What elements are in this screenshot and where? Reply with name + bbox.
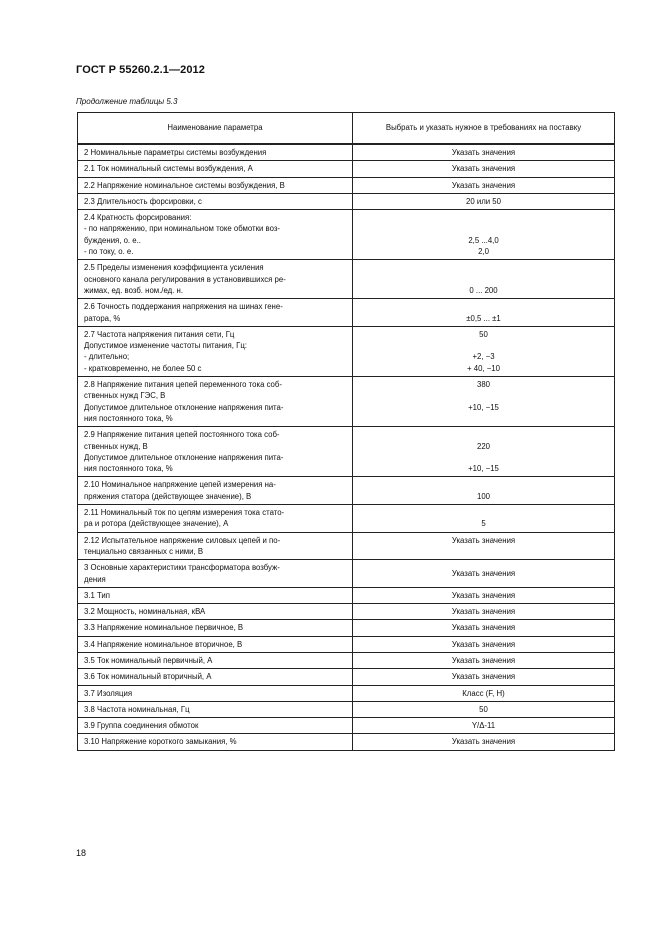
parameter-name-line: - по току, о. е.: [84, 247, 134, 257]
parameter-name-line: дения: [84, 574, 106, 584]
parameter-name-line: ния постоянного тока, %: [84, 464, 173, 474]
parameter-value-cell: [353, 144, 615, 161]
parameter-name-line: 2.12 Испытательное напряжение силовых цепей и по-: [84, 535, 281, 545]
parameter-value-cell: [353, 177, 615, 193]
parameter-name-line: 2.1 Ток номинальный системы возбуждения, А: [84, 164, 253, 174]
parameter-value-cell: [353, 193, 615, 209]
parameter-value-line: 220: [476, 441, 490, 451]
parameter-name-line: 2.6 Точность поддержания напряжения на шинах гене-: [84, 302, 283, 312]
parameter-value-line: 5: [481, 519, 486, 529]
parameter-name-cell: [78, 299, 353, 327]
parameter-name-line: - по напряжению, при номинальном токе обмотки воз-: [84, 224, 281, 234]
column-header-value: Выбрать и указать нужное в требованиях на поставку: [353, 113, 615, 145]
table-row: [78, 701, 615, 717]
parameter-name-line: 2.5 Пределы изменения коэффициента усиления: [84, 263, 264, 273]
parameter-name-cell: [78, 260, 353, 299]
parameter-value-line: + 40, −10: [467, 363, 500, 373]
parameter-name-line: Допустимое изменение частоты питания, Гц:: [84, 341, 247, 351]
parameter-value-line: Класс (F, H): [462, 688, 505, 698]
table-caption: Продолжение таблицы 5.3: [76, 97, 178, 106]
parameter-name-line: - длительно;: [84, 352, 130, 362]
parameter-value-line: Указать значения: [451, 568, 516, 578]
parameter-value-line: [359, 212, 608, 223]
parameter-value-line: Указать значения: [451, 672, 516, 682]
parameter-name-line: ния постоянного тока, %: [84, 413, 173, 423]
parameter-value-line: [359, 507, 608, 518]
parameter-value-cell: [353, 161, 615, 177]
parameter-value-cell: [353, 620, 615, 636]
parameter-value-line: +10, −15: [468, 402, 499, 412]
parameter-name-line: 3.4 Напряжение номинальное вторичное, В: [84, 639, 243, 649]
parameter-value-line: 20 или 50: [466, 196, 501, 206]
parameter-value-cell: [353, 477, 615, 505]
table-row: [78, 161, 615, 177]
parameter-name-line: 2.10 Номинальное напряжение цепей измерения на-: [84, 480, 276, 490]
parameter-name-line: 3.9 Группа соединения обмоток: [84, 721, 199, 731]
parameter-value-cell: [353, 669, 615, 685]
parameter-name-cell: [78, 377, 353, 427]
table-row: [78, 377, 615, 427]
parameter-value-cell: [353, 532, 615, 560]
table-row: [78, 669, 615, 685]
parameter-value-line: [359, 390, 608, 401]
parameter-value-line: Указать значения: [451, 535, 516, 545]
parameter-name-cell: [78, 734, 353, 750]
table-row: [78, 260, 615, 299]
table-row: [78, 505, 615, 533]
parameter-value-line: 50: [479, 704, 488, 714]
parameter-value-cell: [353, 604, 615, 620]
parameter-name-cell: [78, 669, 353, 685]
parameter-value-line: ±0,5 ... ±1: [466, 313, 501, 323]
parameter-value-line: 0 ... 200: [469, 285, 498, 295]
parameter-value-line: 2,5 ...4,0: [468, 235, 499, 245]
parameter-value-cell: [353, 260, 615, 299]
parameter-value-cell: [353, 701, 615, 717]
table-row: [78, 532, 615, 560]
parameter-value-line: Указать значения: [451, 623, 516, 633]
table-row: [78, 427, 615, 477]
parameter-name-cell: [78, 210, 353, 260]
parameter-value-line: Указать значения: [451, 164, 516, 174]
parameter-value-cell: [353, 326, 615, 376]
parameter-name-line: 2.2 Напряжение номинальное системы возбуждения, В: [84, 180, 285, 190]
table-row: [78, 652, 615, 668]
table-row: [78, 326, 615, 376]
parameter-value-line: [359, 429, 608, 440]
parameter-name-line: Допустимое длительное отклонение напряжения пита-: [84, 402, 284, 412]
table-row: [78, 193, 615, 209]
table-header-row: [78, 113, 615, 145]
parameter-name-line: 2.3 Длительность форсировки, с: [84, 196, 202, 206]
parameter-name-line: 3.8 Частота номинальная, Гц: [84, 704, 190, 714]
parameter-name-line: - кратковременно, не более 50 с: [84, 363, 202, 373]
parameter-value-cell: [353, 505, 615, 533]
parameter-value-line: 380: [476, 380, 490, 390]
parameter-name-line: пряжения статора (действующее значение), В: [84, 491, 252, 501]
parameter-name-line: 3.1 Тип: [84, 590, 111, 600]
parameter-name-line: 3.2 Мощность, номинальная, кВА: [84, 607, 206, 617]
parameter-name-cell: [78, 560, 353, 588]
parameter-value-line: Указать значения: [451, 607, 516, 617]
parameter-value-cell: [353, 685, 615, 701]
table-row: [78, 210, 615, 260]
column-header-parameter: Наименование параметра: [78, 113, 353, 145]
parameter-name-cell: [78, 505, 353, 533]
parameter-name-line: 3.3 Напряжение номинальное первичное, В: [84, 623, 244, 633]
parameter-value-line: Указать значения: [451, 148, 516, 157]
parameter-name-cell: [78, 193, 353, 209]
parameter-name-cell: [78, 685, 353, 701]
table-row: [78, 685, 615, 701]
parameter-name-cell: [78, 532, 353, 560]
table-row: [78, 144, 615, 161]
parameter-name-cell: [78, 161, 353, 177]
parameter-value-cell: [353, 734, 615, 750]
parameter-value-cell: [353, 427, 615, 477]
parameter-value-cell: [353, 210, 615, 260]
parameter-value-line: Указать значения: [451, 180, 516, 190]
parameter-name-cell: [78, 427, 353, 477]
parameter-value-line: 100: [476, 491, 490, 501]
parameter-name-cell: [78, 701, 353, 717]
page-number: 18: [76, 848, 87, 858]
parameter-name-line: жимах, ед. возб. ном./ед. н.: [84, 285, 183, 295]
parameter-name-line: Допустимое длительное отклонение напряжения пита-: [84, 452, 284, 462]
parameter-name-line: основного канала регулирования в установившихся ре-: [84, 274, 286, 284]
parameter-name-line: 2.8 Напряжение питания цепей переменного тока соб-: [84, 380, 282, 390]
parameter-value-line: +2, −3: [472, 352, 495, 362]
document-title: ГОСТ Р 55260.2.1—2012: [76, 64, 205, 76]
parameter-name-line: 3.7 Изоляция: [84, 688, 133, 698]
parameter-name-cell: [78, 652, 353, 668]
table-row: [78, 636, 615, 652]
parameter-name-cell: [78, 636, 353, 652]
parameter-value-cell: [353, 377, 615, 427]
parameter-name-line: тенциально связанных с ними, В: [84, 546, 204, 556]
parameter-name-line: ра и ротора (действующее значение), А: [84, 519, 229, 529]
parameter-value-line: [359, 340, 608, 351]
parameter-value-line: Указать значения: [451, 655, 516, 665]
parameter-name-line: ратора, %: [84, 313, 121, 323]
parameter-name-line: 3 Основные характеристики трансформатора возбуж-: [84, 563, 280, 573]
parameter-name-line: 3.6 Ток номинальный вторичный, А: [84, 672, 212, 682]
parameters-table: [77, 112, 615, 751]
parameter-name-cell: [78, 144, 353, 161]
table-row: [78, 734, 615, 750]
parameter-value-cell: [353, 587, 615, 603]
table-row: [78, 620, 615, 636]
parameter-name-cell: [78, 620, 353, 636]
table-body: [78, 144, 615, 750]
parameter-name-cell: [78, 604, 353, 620]
table-row: [78, 477, 615, 505]
parameter-value-line: 50: [479, 329, 488, 339]
parameter-value-line: 2,0: [478, 247, 489, 257]
table-row: [78, 587, 615, 603]
parameter-value-line: Указать значения: [451, 590, 516, 600]
table-row: [78, 718, 615, 734]
parameter-value-line: [359, 262, 608, 273]
parameter-value-line: [359, 223, 608, 234]
parameter-name-line: ственных нужд ГЭС, В: [84, 391, 166, 401]
parameter-name-line: 3.10 Напряжение короткого замыкания, %: [84, 737, 237, 747]
parameter-value-cell: [353, 560, 615, 588]
parameter-value-line: [359, 301, 608, 312]
parameter-value-line: [359, 479, 608, 490]
parameter-name-cell: [78, 587, 353, 603]
parameter-name-cell: [78, 477, 353, 505]
parameter-name-line: буждения, о. е..: [84, 235, 141, 245]
parameter-name-cell: [78, 718, 353, 734]
parameter-name-cell: [78, 177, 353, 193]
parameter-value-line: Указать значения: [451, 737, 516, 747]
parameter-value-line: [359, 274, 608, 285]
parameter-value-line: [359, 452, 608, 463]
parameter-value-cell: [353, 636, 615, 652]
parameter-name-line: 2.11 Номинальный ток по цепям измерения тока стато-: [84, 508, 285, 518]
parameter-name-line: 2.4 Кратность форсирования:: [84, 213, 192, 223]
parameter-value-line: +10, −15: [468, 464, 499, 474]
parameter-value-line: [359, 413, 608, 424]
parameter-value-line: Указать значения: [451, 639, 516, 649]
table-row: [78, 299, 615, 327]
parameter-value-cell: [353, 652, 615, 668]
parameter-value-line: [359, 546, 608, 557]
table-row: [78, 604, 615, 620]
parameter-name-line: 2.9 Напряжение питания цепей постоянного тока соб-: [84, 430, 280, 440]
table-row: [78, 177, 615, 193]
parameter-value-cell: [353, 718, 615, 734]
parameter-name-line: 2 Номинальные параметры системы возбуждения: [84, 148, 267, 157]
parameter-name-line: ственных нужд, В: [84, 441, 148, 451]
parameter-name-cell: [78, 326, 353, 376]
table-row: [78, 560, 615, 588]
parameter-name-line: 3.5 Ток номинальный первичный, А: [84, 655, 213, 665]
parameter-value-cell: [353, 299, 615, 327]
parameter-name-line: 2.7 Частота напряжения питания сети, Гц: [84, 329, 235, 339]
parameter-value-line: Y/Δ-11: [471, 721, 496, 731]
